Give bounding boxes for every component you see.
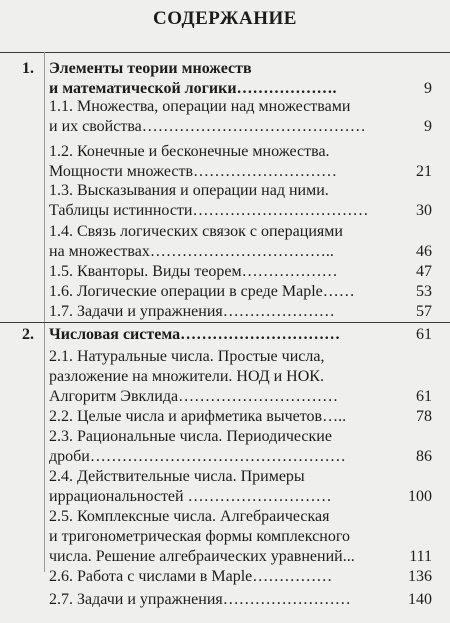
toc-entry-page: 78 — [416, 408, 432, 425]
column-divider — [44, 52, 45, 572]
chapter-page: 9 — [424, 80, 432, 97]
toc-entry-1-6: 1.6. Логические операции в среде Maple…… — [49, 283, 355, 300]
toc-entry-2-5: 2.5. Комплексные числа. Алгебраическая и тригонометрическая формы комплексного числа. Решение алгебраических уравнений... — [49, 508, 355, 565]
chapter-1 — [0, 52, 450, 97]
toc-entry-page: 111 — [409, 548, 432, 565]
toc-entry-2-3: 2.3. Рациональные числа. Периодические дроби………………………………………… — [49, 428, 346, 465]
chapter-page: 61 — [416, 326, 432, 343]
toc-entry-2-7: 2.7. Задачи и упражнения…………………… — [49, 591, 351, 608]
toc-entry-1-3: 1.3. Высказывания и операции над ними. Таблицы истинности…………………………… — [49, 182, 369, 219]
toc-entry-page: 9 — [424, 118, 432, 135]
toc-entry-page: 57 — [416, 303, 432, 320]
chapter-number: 1. — [22, 60, 34, 77]
toc-entry-2-2: 2.2. Целые числа и арифметика вычетов….. — [49, 408, 347, 425]
toc-entry-page: 140 — [408, 591, 432, 608]
toc-entry-page: 21 — [416, 163, 432, 180]
toc-entry-page: 86 — [416, 448, 432, 465]
toc-entry-1-1: 1.1. Множества, операции над множествами и их свойства…………………………………… — [49, 98, 366, 135]
toc-entry-1-5: 1.5. Кванторы. Виды теорем……………… — [49, 263, 338, 280]
toc-entry-2-1: 2.1. Натуральные числа. Простые числа, разложение на множители. НОД и НОК. Алгоритм Эвклида………………………… — [49, 348, 339, 405]
chapter-number: 2. — [22, 326, 34, 343]
page-title: СОДЕРЖАНИЕ — [153, 8, 297, 29]
toc-entry-page: 47 — [416, 263, 432, 280]
toc-entry-page: 30 — [416, 202, 432, 219]
toc-entry-page: 53 — [416, 283, 432, 300]
toc-entry-page: 100 — [408, 488, 432, 505]
chapter-title: Числовая система………………………… — [49, 326, 341, 343]
chapter-title: Элементы теории множеств и математической логики………………. — [49, 60, 337, 97]
toc-entry-2-6: 2.6. Работа с числами в Maple…………… — [49, 568, 333, 585]
toc-entry-1-7: 1.7. Задачи и упражнения………………… — [49, 303, 335, 320]
toc-entry-page: 136 — [408, 568, 432, 585]
toc-entry-1-2: 1.2. Конечные и бесконечные множества. Мощности множеств……………………… — [49, 143, 338, 180]
toc-entry-1-4: 1.4. Связь логических связок с операциями на множествах…………………………….. — [49, 223, 343, 260]
toc-entry-page: 61 — [416, 388, 432, 405]
toc-entry-page: 46 — [416, 243, 432, 260]
toc-entry-2-4: 2.4. Действительные числа. Примеры иррациональностей ……………………… — [49, 468, 332, 505]
chapter-2 — [0, 322, 450, 343]
